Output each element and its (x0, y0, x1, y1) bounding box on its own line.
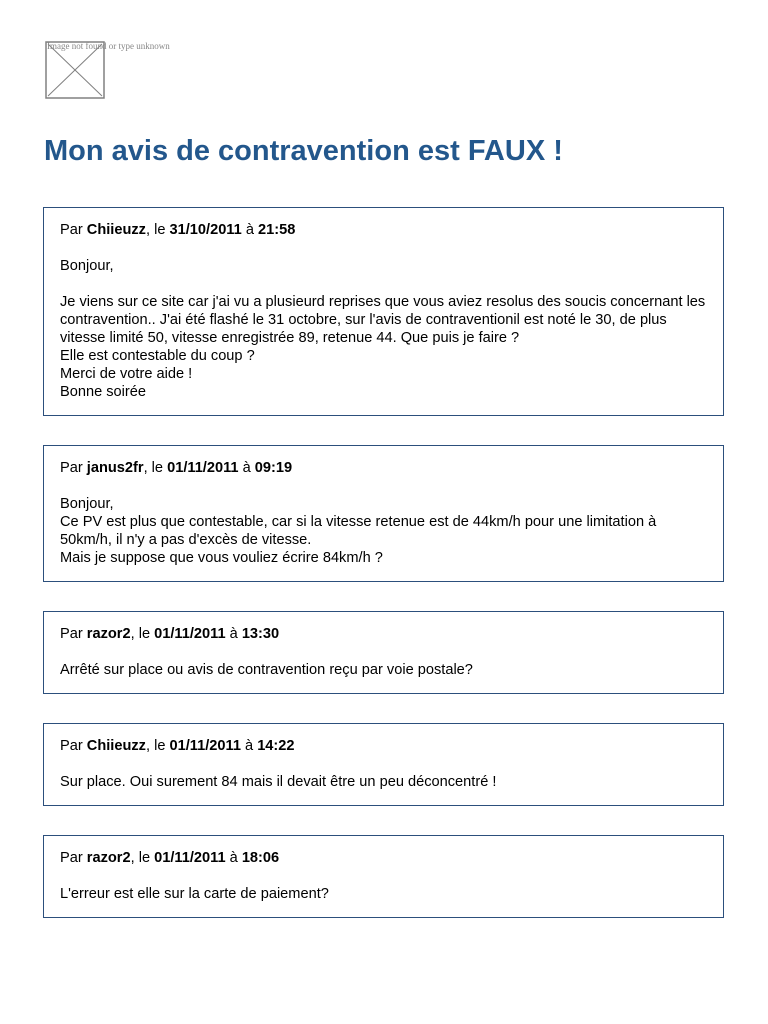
post-author: razor2 (86, 626, 131, 642)
post-meta (60, 737, 708, 755)
post-body-line: Je viens sur ce site car j'ai vu a plusieurd reprises que vous aviez resolus des soucis concernant les contravention.. J'ai été flashé le 31 octobre, sur l'avis de contraventionil est noté le 30, de plus vitesse limité 50, vitesse enregistrée 89, retenue 44. Que puis je faire ? (60, 294, 706, 346)
post-time: 18:06 (241, 850, 280, 866)
post-le-label: , le (145, 222, 166, 238)
post-par-label: Par (60, 626, 83, 642)
post-paragraph-gap (60, 275, 708, 293)
post-body-line: Bonne soirée (60, 384, 147, 400)
forum-post (43, 207, 724, 416)
forum-post (43, 445, 724, 582)
post-par-label: Par (60, 738, 83, 754)
post-a-label: à (245, 738, 254, 754)
post-body-line: Bonjour, (60, 258, 114, 274)
post-body-line: Ce PV est plus que contestable, car si la vitesse retenue est de 44km/h pour une limitation à 50km/h, il n'y a pas d'excès de vitesse. (60, 514, 657, 548)
post-body (60, 661, 708, 679)
forum-post (43, 723, 724, 806)
post-body-line: Merci de votre aide ! (60, 366, 193, 382)
post-date: 01/11/2011 (154, 626, 226, 642)
post-le-label: , le (145, 738, 166, 754)
post-a-label: à (229, 626, 238, 642)
post-meta (60, 221, 708, 239)
post-list (43, 207, 724, 918)
post-le-label: , le (130, 626, 151, 642)
post-body (60, 885, 708, 903)
post-author: janus2fr (86, 460, 144, 476)
image-alt-text: Image not found or type unknown (47, 41, 170, 51)
post-date: 01/11/2011 (167, 460, 239, 476)
post-author: razor2 (86, 850, 131, 866)
broken-image-placeholder (45, 41, 170, 99)
post-body (60, 495, 708, 567)
post-author: Chiieuzz (86, 222, 146, 238)
post-meta (60, 459, 708, 477)
post-body (60, 257, 708, 401)
post-body-line: Elle est contestable du coup ? (60, 348, 255, 364)
post-body (60, 773, 708, 791)
post-time: 13:30 (241, 626, 280, 642)
post-meta (60, 849, 708, 867)
post-meta (60, 625, 708, 643)
forum-post (43, 611, 724, 694)
post-body-line: Mais je suppose que vous vouliez écrire 84km/h ? (60, 550, 383, 566)
post-body-line: Arrêté sur place ou avis de contravention reçu par voie postale? (60, 662, 473, 678)
post-time: 21:58 (258, 222, 296, 238)
post-body-line: Bonjour, (60, 496, 114, 512)
page-title: Mon avis de contravention est FAUX ! (44, 135, 563, 167)
post-body-line: L'erreur est elle sur la carte de paiement? (60, 886, 329, 902)
post-body-line: Sur place. Oui surement 84 mais il devait être un peu déconcentré ! (60, 774, 497, 790)
post-le-label: , le (130, 850, 151, 866)
post-a-label: à (245, 222, 254, 238)
forum-post (43, 835, 724, 918)
post-le-label: , le (143, 460, 164, 476)
post-date: 31/10/2011 (169, 222, 242, 238)
post-par-label: Par (60, 222, 83, 238)
post-time: 09:19 (254, 460, 293, 476)
post-a-label: à (229, 850, 238, 866)
post-par-label: Par (60, 850, 83, 866)
post-par-label: Par (60, 460, 83, 476)
post-date: 01/11/2011 (154, 850, 226, 866)
post-a-label: à (242, 460, 251, 476)
post-author: Chiieuzz (86, 738, 146, 754)
post-time: 14:22 (257, 738, 295, 754)
post-date: 01/11/2011 (169, 738, 241, 754)
